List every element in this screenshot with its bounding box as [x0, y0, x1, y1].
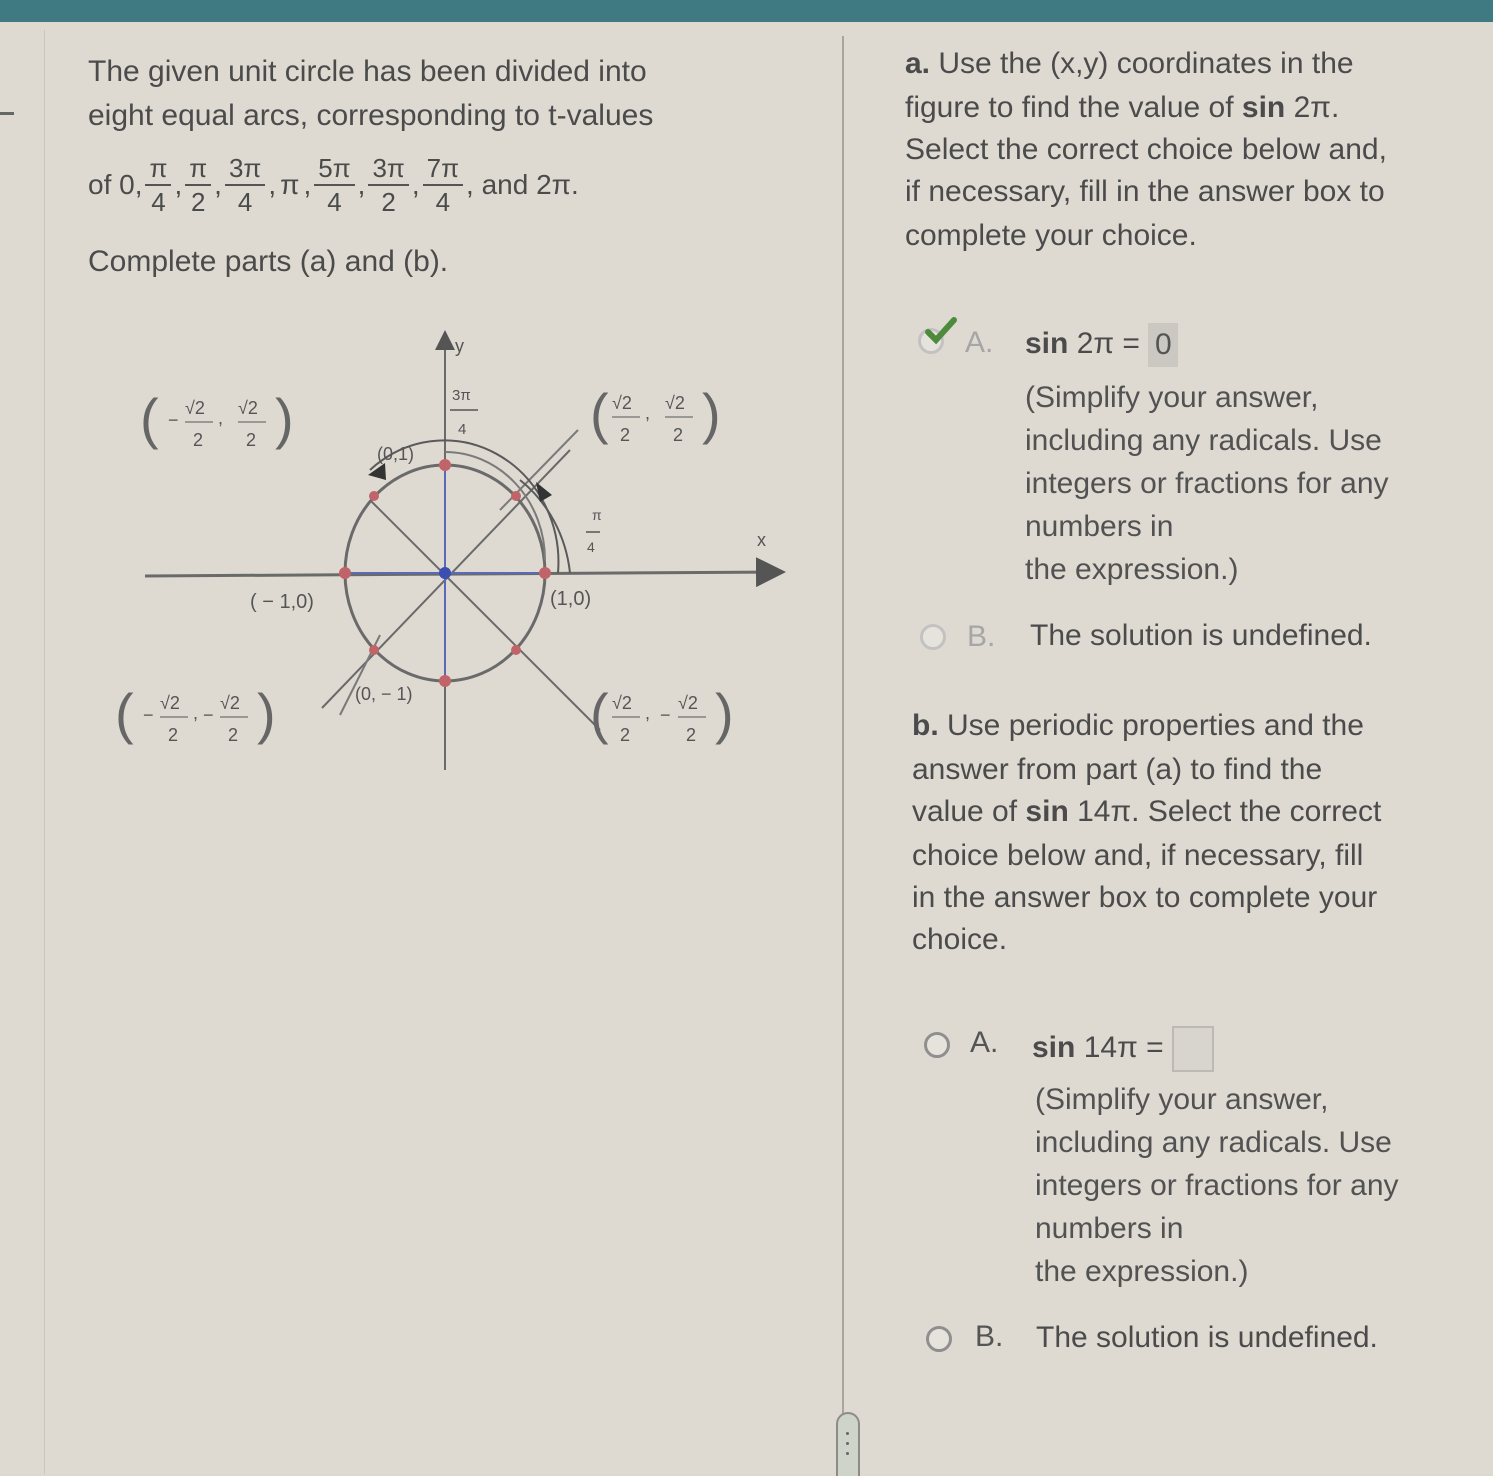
part-b-prompt-1: b. Use periodic properties and the — [912, 709, 1364, 742]
svg-text:2: 2 — [620, 425, 631, 445]
label-q1 — [590, 382, 721, 445]
intro-line-1: The given unit circle has been divided into — [88, 55, 647, 88]
svg-text:2: 2 — [193, 430, 204, 450]
svg-text:2: 2 — [168, 725, 179, 745]
part-b-choice-b-letter: B. — [975, 1320, 1004, 1353]
part-a-choice-b-text: The solution is undefined. — [1030, 619, 1372, 652]
part-b-answer-box[interactable] — [1172, 1026, 1214, 1072]
part-a-choice-a-letter: A. — [965, 326, 994, 359]
svg-text:−: − — [660, 705, 671, 725]
of-prefix: of 0, — [88, 169, 143, 200]
t-value-pi-over-4: $\frac{\pi}{4}$ — [145, 155, 171, 215]
checkmark-icon — [924, 316, 960, 346]
part-a-prompt-4: if necessary, fill in the answer box to — [905, 175, 1385, 208]
part-b-prompt-3: value of sin 14π. Select the correct — [912, 795, 1382, 828]
part-a-hint: (Simplify your answer, including any radicals. Use integers or fractions for any numbers in the expression.) — [1025, 381, 1389, 586]
svg-text:,: , — [218, 408, 224, 428]
arc-arrow-3pi4 — [368, 463, 386, 480]
t-value-7pi-over-4: $\frac{7\pi}{4}$ — [423, 155, 463, 215]
svg-text:(: ( — [590, 382, 609, 445]
part-b-prompt-5: in the answer box to complete your — [912, 881, 1378, 914]
svg-text:(: ( — [140, 387, 159, 450]
part-a-answer-box[interactable]: 0 — [1148, 323, 1178, 367]
svg-text:√2: √2 — [665, 393, 685, 413]
t-values-list: of 0, $\frac{\pi}{4}$ , $\frac{\pi}{2}$ , $\frac{3\pi}{4}$ , π , $\frac{5\pi}{4}$ , $\frac{3\pi}{2}$ , $\frac{7\pi}{4}$ , and 2π. — [88, 153, 579, 217]
label-q4 — [590, 682, 734, 745]
svg-text:π: π — [592, 507, 602, 523]
svg-text:2: 2 — [246, 430, 257, 450]
svg-text:( − 1,0): ( − 1,0) — [250, 591, 314, 613]
svg-text:√2: √2 — [612, 393, 632, 413]
part-a-choice-b-letter: B. — [967, 620, 996, 653]
svg-text:(: ( — [590, 682, 609, 745]
t-value-pi-over-2: $\frac{\pi}{2}$ — [185, 155, 211, 215]
svg-text:2: 2 — [673, 425, 684, 445]
pane-resize-handle[interactable] — [836, 1412, 860, 1476]
part-b-hint: (Simplify your answer, including any radicals. Use integers or fractions for any numbers in the expression.) — [1035, 1083, 1399, 1288]
part-a-prompt-3: Select the correct choice below and, — [905, 133, 1387, 166]
t-value-3pi-over-2: $\frac{3\pi}{2}$ — [368, 155, 408, 215]
svg-text:4: 4 — [458, 421, 467, 438]
svg-text:): ) — [715, 682, 734, 745]
svg-text:): ) — [257, 682, 276, 745]
svg-text:(1,0): (1,0) — [550, 588, 592, 610]
part-a-choice-b-radio[interactable] — [920, 624, 946, 650]
svg-text:√2: √2 — [160, 693, 180, 713]
intro-line-2: eight equal arcs, corresponding to t-values — [88, 99, 654, 132]
pane-divider[interactable] — [842, 36, 844, 1436]
svg-text:x: x — [757, 530, 766, 550]
svg-text:√2: √2 — [185, 398, 205, 418]
part-b-prompt-2: answer from part (a) to find the — [912, 753, 1323, 786]
t-value-5pi-over-4: $\frac{5\pi}{4}$ — [314, 155, 354, 215]
unit-circle-figure — [100, 320, 820, 790]
svg-text:3π: 3π — [452, 387, 471, 404]
svg-text:√2: √2 — [220, 693, 240, 713]
svg-text:2: 2 — [620, 725, 631, 745]
svg-text:−: − — [143, 705, 154, 725]
part-a-choice-a-expression: sin 2π = 0 — [1025, 322, 1178, 367]
and-2pi: , and 2π. — [466, 169, 579, 200]
origin-point — [439, 567, 451, 579]
instruction: Complete parts (a) and (b). — [88, 245, 449, 278]
part-b-prompt-6: choice. — [912, 923, 1008, 956]
part-b-choice-a-letter: A. — [970, 1026, 999, 1059]
svg-text:4: 4 — [587, 539, 595, 555]
svg-text:(0,1): (0,1) — [377, 444, 415, 464]
label-q2 — [140, 387, 294, 450]
part-b-choice-b-radio[interactable] — [926, 1326, 952, 1352]
browser-top-bar — [0, 0, 1493, 22]
svg-text:√2: √2 — [678, 693, 698, 713]
t-value-pi: π — [280, 169, 300, 200]
t-value-3pi-over-4: $\frac{3\pi}{4}$ — [225, 155, 265, 215]
svg-text:2: 2 — [228, 725, 239, 745]
part-a-prompt-2: figure to find the value of sin 2π. — [905, 91, 1340, 124]
part-a-prompt-5: complete your choice. — [905, 219, 1197, 252]
svg-text:√2: √2 — [612, 693, 632, 713]
svg-text:,: , — [645, 703, 651, 723]
svg-text:): ) — [702, 382, 721, 445]
svg-text:−: − — [168, 410, 179, 430]
part-b-choice-a-expression: sin 14π = — [1032, 1026, 1214, 1072]
svg-text:(0, − 1): (0, − 1) — [355, 684, 413, 704]
svg-text:−: − — [203, 705, 214, 725]
svg-text:(: ( — [115, 682, 134, 745]
svg-text:,: , — [193, 703, 199, 723]
part-b-prompt-4: choice below and, if necessary, fill — [912, 839, 1364, 872]
part-b-choice-b-text: The solution is undefined. — [1036, 1321, 1378, 1354]
svg-text:√2: √2 — [238, 398, 258, 418]
label-q3 — [115, 682, 276, 745]
svg-text:): ) — [275, 387, 294, 450]
part-b-choice-a-radio[interactable] — [924, 1032, 950, 1058]
svg-text:,: , — [645, 403, 651, 423]
left-edge-marker — [0, 112, 14, 115]
svg-text:y: y — [455, 336, 464, 356]
part-a-prompt-1: a. Use the (x,y) coordinates in the — [905, 47, 1354, 80]
left-border — [44, 30, 45, 1474]
svg-text:2: 2 — [686, 725, 697, 745]
